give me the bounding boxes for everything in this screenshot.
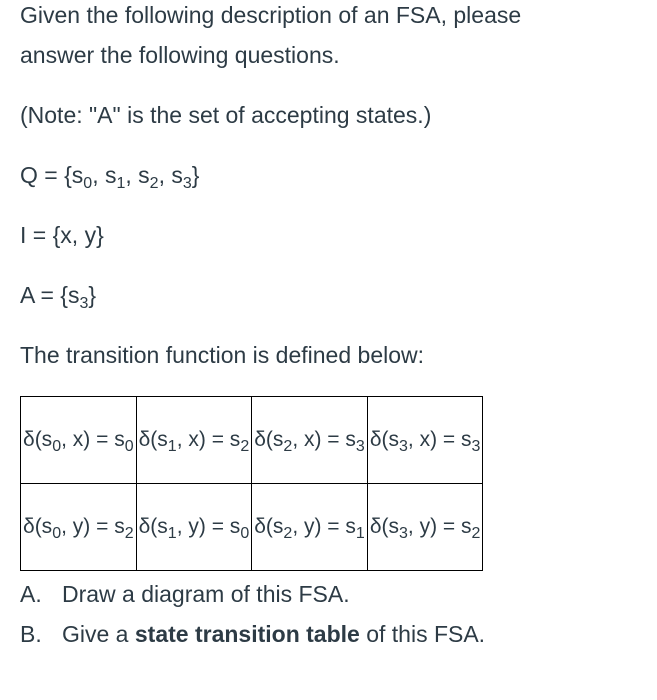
question-emphasis: state transition table [134,621,360,647]
transition-heading: The transition function is defined below: [20,342,425,368]
states-set [20,162,200,192]
transition-cell: $\delta(s_3$, $x) = s_3$ [367,397,483,484]
transition-cell: $\delta(s_3$, $y) = s_2$ [367,484,483,571]
transition-cell: $\delta(s_0$, $x) = s_0$ [21,397,137,484]
intro-line-1: Given the following description of an FSA, please [20,2,522,28]
states-set-text: Q = {s [20,162,84,188]
transition-cell: $\delta(s_2$, $x) = s_3$ [252,397,368,484]
transition-table [20,396,483,571]
table-row [21,397,483,484]
question-letter: B. [20,621,42,647]
question-b [20,615,485,655]
accepting-set-text: A = {s [20,282,80,308]
states-set-text: , s [158,162,183,188]
question-text: of this FSA. [359,621,486,647]
intro-line-2: answer the following questions. [20,42,340,68]
input-alphabet: I = {x, y} [20,222,104,248]
states-set-text: , s [92,162,117,188]
question-a [20,575,485,615]
subscript: 3 [79,295,89,312]
subscript: 2 [149,175,159,192]
accepting-set [20,282,97,312]
question-letter: A. [20,581,42,607]
subscript: 3 [182,175,192,192]
transition-cell: $\delta(s_1$, $y) = s_0$ [136,484,252,571]
subscript: 1 [116,175,126,192]
states-set-text: } [191,162,200,188]
question-text: Give a [62,621,135,647]
transition-cell: $\delta(s_1$, $x) = s_2$ [136,397,252,484]
question-list [20,575,485,655]
transition-cell: $\delta(s_2$, $y) = s_1$ [252,484,368,571]
note-text: (Note: "A" is the set of accepting states.) [20,102,432,128]
table-row [21,484,483,571]
accepting-set-text: } [88,282,97,308]
subscript: 0 [83,175,93,192]
transition-cell: $\delta(s_0$, $y) = s_2$ [21,484,137,571]
question-text: Draw a diagram of this FSA. [62,581,350,607]
states-set-text: , s [125,162,150,188]
